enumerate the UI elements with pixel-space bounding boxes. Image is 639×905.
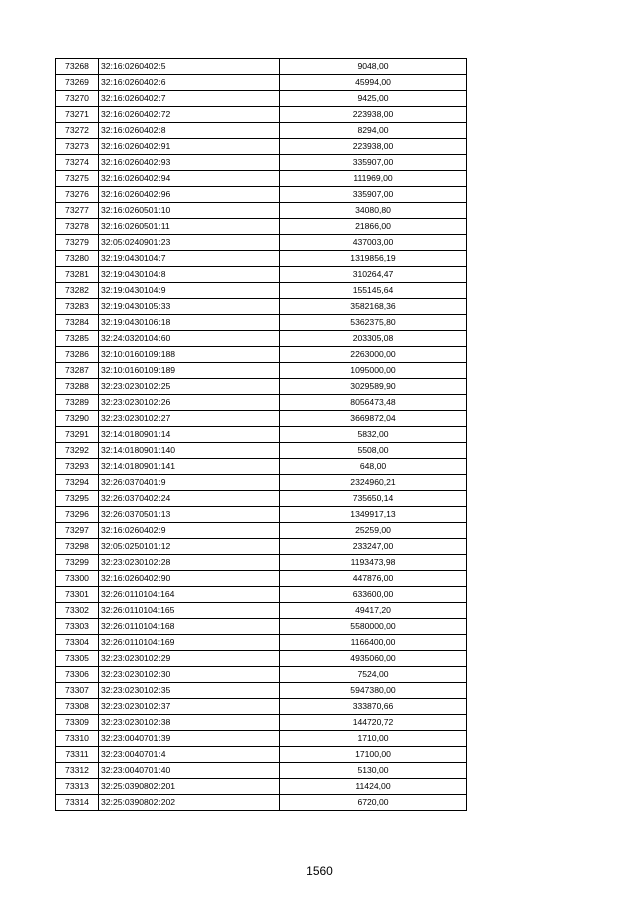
table-row	[56, 603, 467, 619]
row-number-cell: 73300	[56, 571, 99, 587]
cadastral-number-cell: 32:23:0230102:29	[99, 651, 280, 667]
table-row	[56, 475, 467, 491]
table-row	[56, 795, 467, 811]
cadastral-table-container	[55, 58, 466, 811]
row-number-cell: 73295	[56, 491, 99, 507]
row-number-cell: 73270	[56, 91, 99, 107]
row-number-cell: 73273	[56, 139, 99, 155]
cadastral-value-cell: 335907,00	[280, 155, 467, 171]
table-row	[56, 75, 467, 91]
table-row	[56, 171, 467, 187]
cadastral-number-cell: 32:23:0040701:39	[99, 731, 280, 747]
cadastral-number-cell: 32:10:0160109:188	[99, 347, 280, 363]
table-row	[56, 587, 467, 603]
row-number-cell: 73279	[56, 235, 99, 251]
cadastral-value-cell: 335907,00	[280, 187, 467, 203]
row-number-cell: 73313	[56, 779, 99, 795]
cadastral-value-cell: 1166400,00	[280, 635, 467, 651]
cadastral-number-cell: 32:24:0320104:60	[99, 331, 280, 347]
cadastral-number-cell: 32:16:0260402:94	[99, 171, 280, 187]
cadastral-value-cell: 8056473,48	[280, 395, 467, 411]
cadastral-number-cell: 32:23:0230102:37	[99, 699, 280, 715]
cadastral-number-cell: 32:16:0260402:6	[99, 75, 280, 91]
cadastral-number-cell: 32:19:0430105:33	[99, 299, 280, 315]
row-number-cell: 73293	[56, 459, 99, 475]
row-number-cell: 73291	[56, 427, 99, 443]
row-number-cell: 73274	[56, 155, 99, 171]
cadastral-number-cell: 32:14:0180901:140	[99, 443, 280, 459]
cadastral-value-cell: 11424,00	[280, 779, 467, 795]
cadastral-number-cell: 32:16:0260402:72	[99, 107, 280, 123]
cadastral-value-cell: 1349917,13	[280, 507, 467, 523]
row-number-cell: 73287	[56, 363, 99, 379]
cadastral-value-cell: 7524,00	[280, 667, 467, 683]
table-row	[56, 123, 467, 139]
table-row	[56, 91, 467, 107]
row-number-cell: 73314	[56, 795, 99, 811]
cadastral-value-cell: 5580000,00	[280, 619, 467, 635]
cadastral-number-cell: 32:23:0230102:28	[99, 555, 280, 571]
table-row	[56, 699, 467, 715]
table-row	[56, 395, 467, 411]
row-number-cell: 73311	[56, 747, 99, 763]
row-number-cell: 73296	[56, 507, 99, 523]
row-number-cell: 73284	[56, 315, 99, 331]
cadastral-value-cell: 1095000,00	[280, 363, 467, 379]
table-row	[56, 523, 467, 539]
row-number-cell: 73312	[56, 763, 99, 779]
cadastral-number-cell: 32:23:0230102:30	[99, 667, 280, 683]
cadastral-value-cell: 49417,20	[280, 603, 467, 619]
row-number-cell: 73303	[56, 619, 99, 635]
cadastral-value-cell: 2324960,21	[280, 475, 467, 491]
cadastral-number-cell: 32:16:0260402:90	[99, 571, 280, 587]
row-number-cell: 73304	[56, 635, 99, 651]
cadastral-value-cell: 17100,00	[280, 747, 467, 763]
cadastral-value-cell: 144720,72	[280, 715, 467, 731]
cadastral-value-cell: 333870,66	[280, 699, 467, 715]
cadastral-value-cell: 21866,00	[280, 219, 467, 235]
cadastral-number-cell: 32:16:0260402:8	[99, 123, 280, 139]
table-row	[56, 539, 467, 555]
table-row	[56, 731, 467, 747]
table-body	[56, 59, 467, 811]
cadastral-number-cell: 32:16:0260402:93	[99, 155, 280, 171]
cadastral-value-cell: 1319856,19	[280, 251, 467, 267]
cadastral-number-cell: 32:25:0390802:201	[99, 779, 280, 795]
table-row	[56, 347, 467, 363]
table-row	[56, 203, 467, 219]
row-number-cell: 73269	[56, 75, 99, 91]
table-row	[56, 491, 467, 507]
table-row	[56, 139, 467, 155]
cadastral-number-cell: 32:26:0110104:164	[99, 587, 280, 603]
cadastral-value-cell: 1193473,98	[280, 555, 467, 571]
cadastral-number-cell: 32:25:0390802:202	[99, 795, 280, 811]
cadastral-value-cell: 5508,00	[280, 443, 467, 459]
table-row	[56, 651, 467, 667]
cadastral-number-cell: 32:26:0370401:9	[99, 475, 280, 491]
table-row	[56, 779, 467, 795]
row-number-cell: 73285	[56, 331, 99, 347]
table-row	[56, 155, 467, 171]
cadastral-value-cell: 310264,47	[280, 267, 467, 283]
table-row	[56, 411, 467, 427]
cadastral-value-cell: 9048,00	[280, 59, 467, 75]
cadastral-value-cell: 5947380,00	[280, 683, 467, 699]
cadastral-value-cell: 1710,00	[280, 731, 467, 747]
table-row	[56, 219, 467, 235]
table-row	[56, 251, 467, 267]
cadastral-value-cell: 447876,00	[280, 571, 467, 587]
cadastral-value-cell: 648,00	[280, 459, 467, 475]
row-number-cell: 73307	[56, 683, 99, 699]
cadastral-value-cell: 3582168,36	[280, 299, 467, 315]
cadastral-number-cell: 32:23:0230102:27	[99, 411, 280, 427]
row-number-cell: 73278	[56, 219, 99, 235]
cadastral-number-cell: 32:16:0260501:10	[99, 203, 280, 219]
row-number-cell: 73282	[56, 283, 99, 299]
table-row	[56, 107, 467, 123]
row-number-cell: 73308	[56, 699, 99, 715]
cadastral-value-cell: 223938,00	[280, 139, 467, 155]
table-row	[56, 59, 467, 75]
row-number-cell: 73276	[56, 187, 99, 203]
row-number-cell: 73288	[56, 379, 99, 395]
cadastral-value-cell: 34080,80	[280, 203, 467, 219]
table-row	[56, 283, 467, 299]
cadastral-value-cell: 8294,00	[280, 123, 467, 139]
table-row	[56, 683, 467, 699]
row-number-cell: 73268	[56, 59, 99, 75]
cadastral-value-cell: 5130,00	[280, 763, 467, 779]
cadastral-value-cell: 6720,00	[280, 795, 467, 811]
cadastral-number-cell: 32:16:0260402:7	[99, 91, 280, 107]
row-number-cell: 73298	[56, 539, 99, 555]
row-number-cell: 73290	[56, 411, 99, 427]
row-number-cell: 73283	[56, 299, 99, 315]
row-number-cell: 73281	[56, 267, 99, 283]
row-number-cell: 73309	[56, 715, 99, 731]
table-row	[56, 331, 467, 347]
table-row	[56, 715, 467, 731]
cadastral-number-cell: 32:23:0040701:40	[99, 763, 280, 779]
table-row	[56, 235, 467, 251]
page-number: 1560	[306, 864, 333, 878]
table-row	[56, 635, 467, 651]
cadastral-value-cell: 735650,14	[280, 491, 467, 507]
cadastral-value-cell: 155145,64	[280, 283, 467, 299]
row-number-cell: 73280	[56, 251, 99, 267]
table-row	[56, 315, 467, 331]
row-number-cell: 73310	[56, 731, 99, 747]
table-row	[56, 619, 467, 635]
cadastral-value-cell: 2263000,00	[280, 347, 467, 363]
table-row	[56, 571, 467, 587]
cadastral-number-cell: 32:14:0180901:14	[99, 427, 280, 443]
table-row	[56, 379, 467, 395]
table-row	[56, 267, 467, 283]
table-row	[56, 187, 467, 203]
row-number-cell: 73275	[56, 171, 99, 187]
cadastral-number-cell: 32:19:0430104:8	[99, 267, 280, 283]
table-row	[56, 747, 467, 763]
cadastral-number-cell: 32:23:0040701:4	[99, 747, 280, 763]
cadastral-value-cell: 233247,00	[280, 539, 467, 555]
cadastral-number-cell: 32:05:0250101:12	[99, 539, 280, 555]
cadastral-value-cell: 437003,00	[280, 235, 467, 251]
table-row	[56, 667, 467, 683]
table-row	[56, 459, 467, 475]
row-number-cell: 73286	[56, 347, 99, 363]
row-number-cell: 73294	[56, 475, 99, 491]
cadastral-number-cell: 32:26:0110104:169	[99, 635, 280, 651]
table-row	[56, 363, 467, 379]
cadastral-number-cell: 32:19:0430104:7	[99, 251, 280, 267]
table-row	[56, 555, 467, 571]
cadastral-number-cell: 32:26:0370402:24	[99, 491, 280, 507]
row-number-cell: 73289	[56, 395, 99, 411]
cadastral-value-cell: 5832,00	[280, 427, 467, 443]
cadastral-number-cell: 32:16:0260402:91	[99, 139, 280, 155]
table-row	[56, 443, 467, 459]
cadastral-number-cell: 32:16:0260402:96	[99, 187, 280, 203]
row-number-cell: 73305	[56, 651, 99, 667]
row-number-cell: 73302	[56, 603, 99, 619]
row-number-cell: 73277	[56, 203, 99, 219]
cadastral-number-cell: 32:23:0230102:25	[99, 379, 280, 395]
cadastral-number-cell: 32:23:0230102:26	[99, 395, 280, 411]
row-number-cell: 73297	[56, 523, 99, 539]
table-row	[56, 507, 467, 523]
cadastral-number-cell: 32:23:0230102:35	[99, 683, 280, 699]
cadastral-number-cell: 32:16:0260402:9	[99, 523, 280, 539]
row-number-cell: 73299	[56, 555, 99, 571]
cadastral-value-cell: 203305,08	[280, 331, 467, 347]
cadastral-value-table	[55, 58, 467, 811]
cadastral-number-cell: 32:19:0430106:18	[99, 315, 280, 331]
cadastral-number-cell: 32:16:0260402:5	[99, 59, 280, 75]
cadastral-number-cell: 32:26:0110104:168	[99, 619, 280, 635]
cadastral-number-cell: 32:05:0240901:23	[99, 235, 280, 251]
table-row	[56, 427, 467, 443]
cadastral-number-cell: 32:26:0110104:165	[99, 603, 280, 619]
cadastral-value-cell: 4935060,00	[280, 651, 467, 667]
cadastral-number-cell: 32:10:0160109:189	[99, 363, 280, 379]
cadastral-value-cell: 223938,00	[280, 107, 467, 123]
cadastral-value-cell: 3669872,04	[280, 411, 467, 427]
row-number-cell: 73306	[56, 667, 99, 683]
row-number-cell: 73271	[56, 107, 99, 123]
table-row	[56, 763, 467, 779]
cadastral-value-cell: 3029589,90	[280, 379, 467, 395]
cadastral-number-cell: 32:14:0180901:141	[99, 459, 280, 475]
cadastral-value-cell: 25259,00	[280, 523, 467, 539]
row-number-cell: 73292	[56, 443, 99, 459]
cadastral-number-cell: 32:19:0430104:9	[99, 283, 280, 299]
cadastral-value-cell: 111969,00	[280, 171, 467, 187]
row-number-cell: 73272	[56, 123, 99, 139]
cadastral-number-cell: 32:16:0260501:11	[99, 219, 280, 235]
cadastral-value-cell: 5362375,80	[280, 315, 467, 331]
cadastral-value-cell: 633600,00	[280, 587, 467, 603]
cadastral-number-cell: 32:23:0230102:38	[99, 715, 280, 731]
row-number-cell: 73301	[56, 587, 99, 603]
cadastral-value-cell: 9425,00	[280, 91, 467, 107]
cadastral-number-cell: 32:26:0370501:13	[99, 507, 280, 523]
cadastral-value-cell: 45994,00	[280, 75, 467, 91]
table-row	[56, 299, 467, 315]
